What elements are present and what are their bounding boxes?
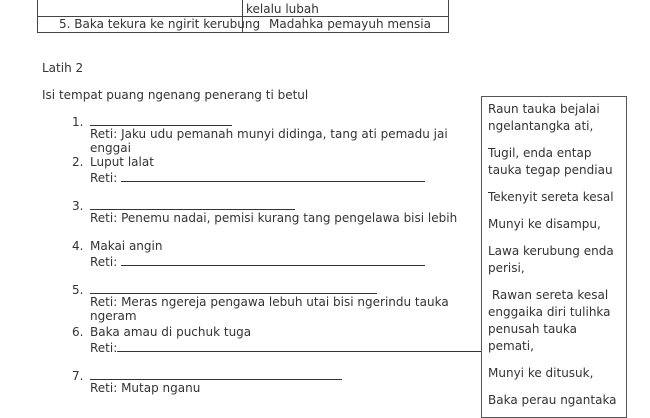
- answer-choice: Baka perau ngantaka: [488, 393, 617, 407]
- list-item: [72, 197, 458, 225]
- item-number: 4.: [72, 239, 84, 253]
- table-cell-row4-right: kelalu lubah: [246, 2, 319, 16]
- table-cell-row5-left: 5. Baka tekura ke ngirit kerubung: [59, 17, 261, 31]
- item-phrase: Baka amau di puchuk tuga: [90, 325, 252, 339]
- item-number: 3.: [72, 199, 84, 213]
- list-item: [72, 281, 449, 323]
- answer-blank[interactable]: [90, 281, 377, 294]
- list-item: [72, 155, 425, 185]
- answer-choices-box: [481, 96, 627, 418]
- instruction: Isi tempat puang ngenang penerang ti betul: [42, 88, 309, 102]
- item-meaning-label: Reti:: [90, 171, 118, 185]
- answer-choice: Munyi ke ditusuk,: [488, 366, 594, 380]
- item-meaning-label: Reti:: [90, 255, 118, 269]
- item-meaning: Reti: Mutap nganu: [90, 381, 201, 395]
- item-meaning: Reti: Jaku udu pemanah munyi didinga, tang ati pemadu jai enggai: [90, 127, 448, 155]
- item-number: 7.: [72, 369, 84, 383]
- answer-blank[interactable]: [90, 197, 295, 210]
- item-meaning-label: Reti:: [90, 341, 118, 355]
- list-item: [72, 367, 342, 395]
- item-meaning: Reti: Penemu nadai, pemisi kurang tang pengelawa bisi lebih: [90, 211, 458, 225]
- table-cell-row5-right: Madahka pemayuh mensia: [269, 17, 431, 31]
- answer-blank[interactable]: [90, 113, 232, 126]
- answer-choice: Rawan sereta kesal enggaika diri tulihka penusah tauka pemati,: [488, 288, 615, 353]
- item-number: 5.: [72, 283, 84, 297]
- section-title: Latih 2: [42, 61, 84, 75]
- item-meaning: Reti: Meras ngereja pengawa lebuh utai bisi ngerindu tauka ngeram: [90, 295, 449, 323]
- answer-blank[interactable]: [121, 169, 425, 182]
- item-number: 6.: [72, 325, 84, 339]
- list-item: [72, 325, 487, 355]
- item-number: 2.: [72, 155, 84, 169]
- list-item: [72, 113, 448, 155]
- answer-choice: Raun tauka bejalai ngelantangka ati,: [488, 102, 600, 133]
- answer-choice: Tugil, enda entap tauka tegap pendiau: [488, 146, 613, 177]
- item-phrase: Luput lalat: [90, 155, 154, 169]
- answer-choice: Munyi ke disampu,: [488, 217, 601, 231]
- answer-choice: Lawa kerubung enda perisi,: [488, 244, 614, 275]
- answer-choice: Tekenyit sereta kesal: [488, 190, 614, 204]
- answer-blank[interactable]: [90, 367, 342, 380]
- item-phrase: Makai angin: [90, 239, 163, 253]
- answer-blank[interactable]: [121, 253, 425, 266]
- proverb-table: [37, 0, 449, 33]
- item-number: 1.: [72, 115, 84, 129]
- list-item: [72, 239, 425, 269]
- answer-blank[interactable]: [117, 339, 487, 352]
